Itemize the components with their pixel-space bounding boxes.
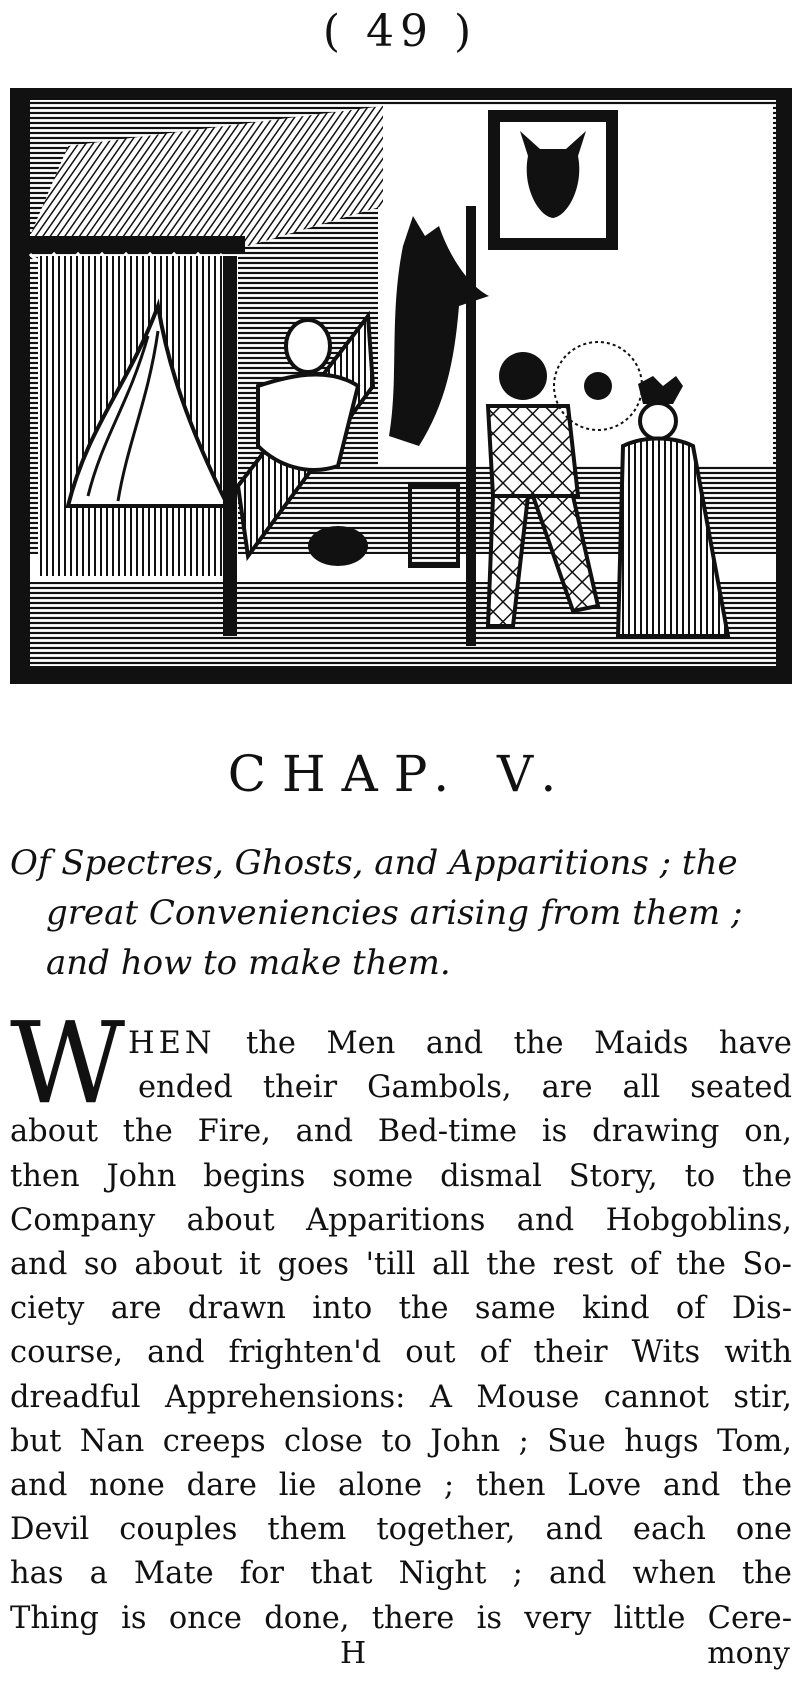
body-text [10, 999, 792, 1641]
opening-caps: HEN [128, 1026, 216, 1061]
crowned-figure [640, 403, 676, 439]
chapter-title [10, 838, 790, 988]
drop-cap: W [10, 999, 126, 1129]
text-line: ended their Gambols, are all seated [138, 1070, 792, 1106]
text-line: Devil couples them together, and each one [10, 1512, 792, 1548]
staff [466, 206, 476, 646]
lantern [410, 486, 458, 566]
text-line: Company about Apparitions and Hobgoblins, [10, 1202, 792, 1238]
text-line: and so about it goes 'till all the rest of the So- [10, 1247, 792, 1283]
opening-line-rest: the Men and the Maids have [246, 1026, 792, 1061]
chamber-pot [308, 526, 368, 566]
text-line: course, and frighten'd out of their Wits with [10, 1335, 792, 1371]
text-line: then John begins some dismal Story, to the [10, 1158, 792, 1194]
text-line: about the Fire, and Bed-time is drawing on, [10, 1114, 792, 1150]
walking-man [499, 352, 547, 400]
chapter-heading: CHAP. V. [227, 745, 573, 803]
signature-mark: H [340, 1636, 367, 1671]
text-line: and none dare lie alone ; then Love and the [10, 1468, 792, 1504]
text-line: Thing is once done, there is very little Cere- [10, 1600, 792, 1636]
text-line [10, 1022, 792, 1066]
chapter-title-line: Of Spectres, Ghosts, and Apparitions ; the [10, 843, 738, 883]
text-line: has a Mate for that Night ; and when the [10, 1556, 792, 1592]
bed-post [223, 256, 237, 636]
text-line: but Nan creeps close to John ; Sue hugs Tom, [10, 1423, 792, 1459]
chapter-title-line: and how to make them. [46, 943, 451, 983]
text-line: ciety are drawn into the same kind of Dis- [10, 1291, 792, 1327]
sick-figure [286, 320, 330, 372]
page-number: ( 49 ) [322, 6, 478, 57]
woodcut-illustration [8, 86, 794, 686]
catchword: mony [707, 1636, 790, 1671]
text-line: dreadful Apprehensions: A Mouse cannot stir, [10, 1379, 792, 1415]
chapter-title-line: great Conveniencies arising from them ; [46, 893, 743, 933]
